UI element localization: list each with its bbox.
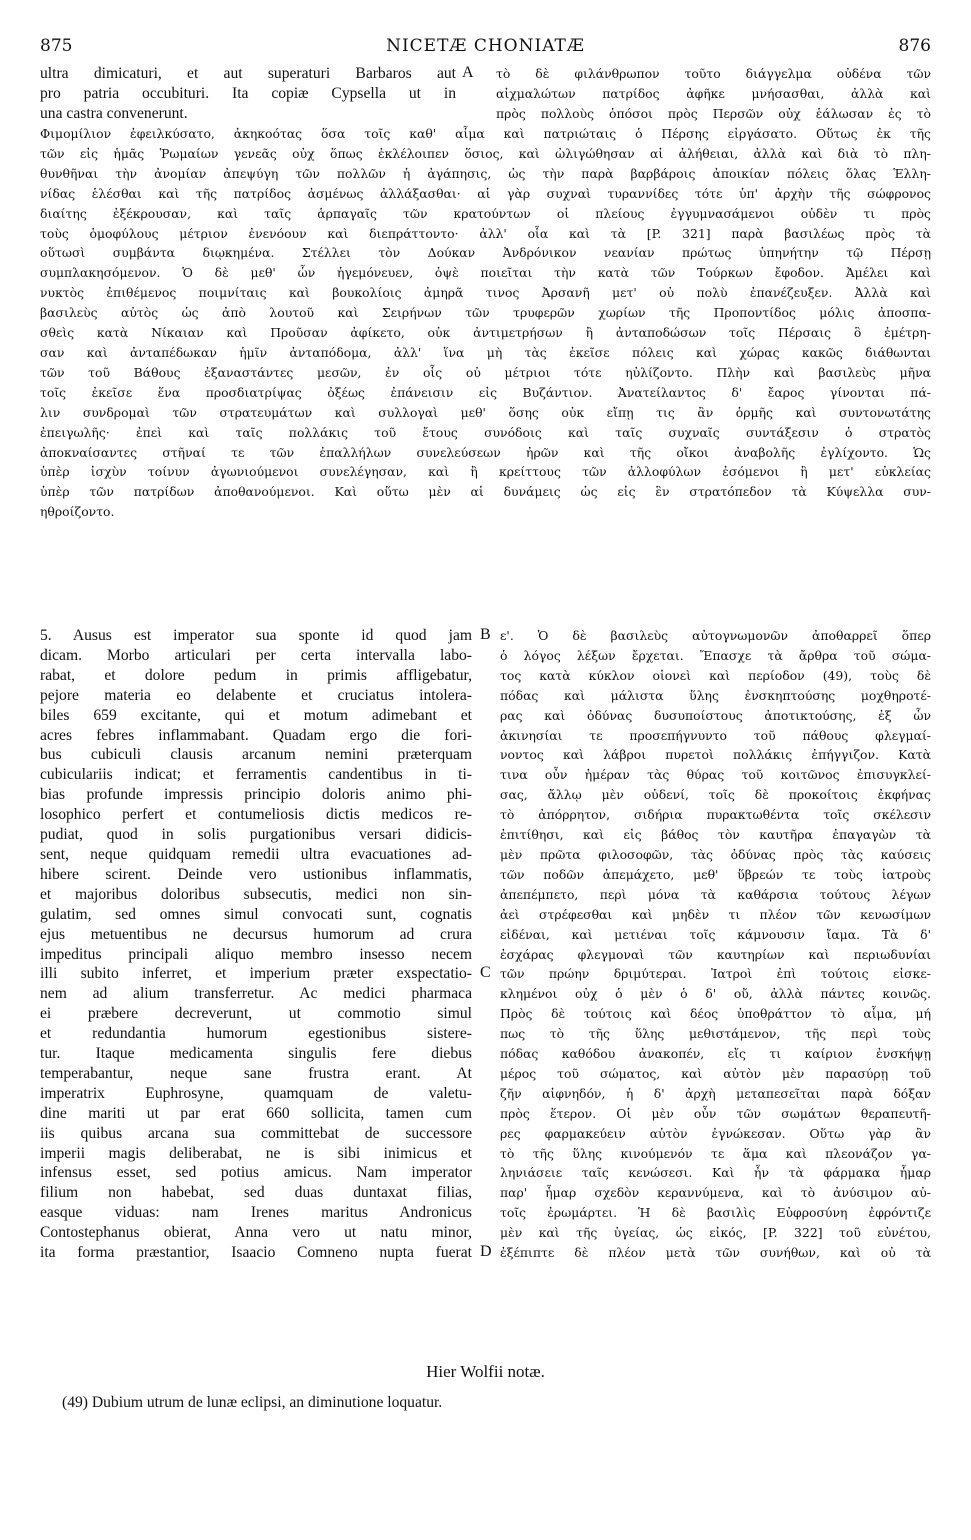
text-line: et majoribus doloribus subsecutis, medici non sin- bbox=[40, 885, 472, 903]
text-line: πως τὸ τῆς ὕλης μεθιστάμενον, τῆς περὶ τοὺς bbox=[500, 1026, 931, 1042]
text-line: acres febres inflammabant. Quadam ergo die fori- bbox=[40, 726, 472, 744]
text-line: losophico perfert et contumeliosis dictis medicos re- bbox=[40, 806, 472, 824]
text-line: dine mariti ut par erat 660 sollicita, tamen cum bbox=[40, 1104, 472, 1122]
text-line: τὸ ἀπόρρητον, σιδήρια πυρακτωθέντα τοῖς σκέλεσιν bbox=[500, 807, 931, 823]
text-line: biles 659 excitante, qui et motum adimebant et bbox=[40, 706, 472, 724]
text-line: rabat, et dolore pedum in primis affligebatur, bbox=[40, 666, 472, 684]
text-line: βασιλεὺς αὐτὸς ὡς ἀπὸ λουτοῦ καὶ Σειρήνων τῶν τρυφερῶν χωρίων τῆς Προποντίδος μόλις ἀποσπα- bbox=[40, 305, 931, 321]
text-line: τοὺς ὁμοφύλους μέτριον ἐνενόουν καὶ διεπράττοντο· ἀλλ' οἷα καὶ τὰ [P. 321] παρὰ βασιλέως πρὸς τὰ bbox=[40, 225, 931, 241]
margin-marker-a: A bbox=[462, 64, 474, 81]
running-header bbox=[40, 36, 931, 60]
page-number-right: 876 bbox=[898, 36, 931, 56]
text-line: κλημένοι οὐχ ὁ μὲν ὁ δ' οὔ, ἀλλὰ πάντες κοινῶς. bbox=[500, 986, 931, 1002]
text-line: μέρος τοῦ σώματος, καὶ αὐτὸν μὲν παρασύρῃ τοῦ bbox=[500, 1065, 931, 1081]
text-line: dicam. Morbo articulari per certa intervalla labo- bbox=[40, 646, 472, 664]
text-line: ἀποκναίσαντες στῆναί τε τῶν ἐπαλλήλων συνελεύσεων ἠρῶν καὶ τῆς οἴκοι ἀναβολῆς ἐγλίχοντο. Ὡς bbox=[40, 444, 931, 460]
text-line: Πρὸς δὲ τούτοις καὶ δέος ὑποθράττον τὸ αἷμα, μή bbox=[500, 1006, 931, 1022]
text-line: τὸ τῆς ὕλης κινούμενόν τε ἅμα καὶ πλεονάζον γα- bbox=[500, 1145, 931, 1161]
text-line: et redundantia humorum egestionibus sistere- bbox=[40, 1025, 472, 1043]
text-line: πρὸς πολλοὺς ὁπόσοι πρὸς Περσῶν οὐχ ἑάλωσαν ἐς τὸ bbox=[496, 105, 931, 121]
greek-full-width-text bbox=[40, 124, 931, 522]
text-line: σας, ἄλλῳ μὲν οὐδενί, τοῖς δὲ προκοίτοις ἐκφήνας bbox=[500, 787, 931, 803]
text-line: τῶν ποδῶν ἀπεμάχετο, μεθ' ὕβρεών τε τοὺς ἰατροὺς bbox=[500, 866, 931, 882]
text-line: ἐπειγωλῆς· ἐπεὶ καὶ ταῖς πολλάκις τοῦ ἔτους συνόδοις καὶ ταῖς συχναῖς συντάξεσιν ὁ στρατὸς bbox=[40, 424, 931, 440]
text-line: ὑπὲρ τῶν πατρίδων ἀποθανούμενοι. Καὶ οὕτω μὲν αἱ δυνάμεις ὡς εἰς ἓν στρατόπεδον τὰ Κύψελλα συν- bbox=[40, 484, 931, 500]
text-line: θυνθῆναι τὴν ἀνομίαν ἀπεψύγη τῶν πολλῶν ἡ ἀγάπησις, ὡς τὴν παρὰ βαρβάροις ἀποικίαν πόλεις ὅλας Ἑλλη- bbox=[40, 165, 931, 181]
text-line: τοῖς ἐρωμάρτει. Ἡ δὲ βασιλὶς Εὐφροσύνη ἐφρόντιζε bbox=[500, 1205, 931, 1221]
latin-column bbox=[40, 626, 472, 1263]
text-line: νυκτὸς ἐπιθέμενος ποιμνίταις καὶ βουκολίοις ἀμηρᾶ τινος Ἀρσανῆ μετ' οὐ πολὺ ἐπανέζευξεν. Ἀλλὰ καὶ bbox=[40, 285, 931, 301]
text-line: ita forma præstantior, Isaacio Comneno nupta fuerat bbox=[40, 1244, 472, 1262]
text-line: τοῖς ἐκεῖσε ἕνα προσδιατρίψας ὀξέως ἐπάνεισιν εἰς Βυζάντιον. Ἀνατείλαντος δ' ἔαρος γίνονται πά- bbox=[40, 384, 931, 400]
text-line: ὑπὲρ ἰσχὺν τοίνυν ἀγωνιούμενοι συνελέγησαν, καὶ ἢ κρείττους τῶν ἀλλοφύλων ἐσόμενοι ἢ μετ' εὐκλείας bbox=[40, 464, 931, 480]
greek-column bbox=[500, 626, 931, 1263]
text-line: ei præbere decreverunt, ut commotio simul bbox=[40, 1005, 472, 1023]
text-line: τῶν πρώην δριμύτεραι. Ἰατροὶ ἐπὶ τούτοις εἰσκε- bbox=[500, 966, 931, 982]
text-line: pro patria occubituri. Ita copiæ Cypsella ut in bbox=[40, 84, 456, 102]
text-line: una castra convenerunt. bbox=[40, 104, 188, 122]
text-line: ultra dimicaturi, et aut superaturi Barbaros aut bbox=[40, 65, 456, 82]
text-line: τος κατὰ κύκλον οἱονεὶ καὶ περίοδον (49), τοὺς δὲ bbox=[500, 667, 931, 683]
text-line: τῶν εἰς ἡμᾶς Ῥωμαίων γενεᾶς οὐχ ὅπως ἐκλέλοιπεν ὅσιος, καὶ ὠλιγώθησαν αἱ ἀλήθειαι, ἀλλὰ καὶ διὰ τὸ πλη- bbox=[40, 145, 931, 161]
page-number-left: 875 bbox=[40, 36, 73, 56]
text-line: ἀπεπέμπετο, περὶ μόνα τὰ καθάρσια τούτους λέγων bbox=[500, 886, 931, 902]
margin-marker-d: D bbox=[480, 1243, 492, 1260]
text-line: temperabantur, neque sane frustra erant. At bbox=[40, 1064, 472, 1082]
running-title: NICETÆ CHONIATÆ bbox=[386, 36, 585, 56]
text-line: hibere scirent. Deinde vero ustionibus inflammatis, bbox=[40, 865, 472, 883]
margin-marker-b: B bbox=[480, 626, 491, 643]
text-line: ρες φαρμακεύειν αὐτὸν ἐγνώκεσαν. Οὕτω γὰρ ἂν bbox=[500, 1125, 931, 1141]
text-line: filium non habebat, sed duas duntaxat filias, bbox=[40, 1184, 472, 1202]
text-line: πόδας καθόδου ἀνακοπέν, εἴς τι καίριον ἐνσκήψῃ bbox=[500, 1046, 931, 1062]
text-line: ε'. Ὁ δὲ βασιλεὺς αὐτογνωμονῶν ἀποθαρρεῖ ὅπερ bbox=[500, 628, 931, 643]
text-line: cubiculariis indicat; et ferramentis candentibus in ti- bbox=[40, 766, 472, 784]
text-line: ζῆν αἰφνηδόν, ἡ δ' ἀρχὴ μεταπεσεῖται παρὰ δόξαν bbox=[500, 1085, 931, 1101]
text-line: iis quibus arcana sua committebat de successore bbox=[40, 1124, 472, 1142]
text-line: gulatim, sed omnes simul convocati sunt, cognatis bbox=[40, 905, 472, 923]
text-line: τινα οὖν ἡμέραν τὰς θύρας τοῦ κοιτῶνος ἐπισυγκλεί- bbox=[500, 767, 931, 783]
text-line: παρ' ἧμαρ σχεδὸν κεραννύμενα, καὶ τὸ ἀνύσιμον αὐ- bbox=[500, 1185, 931, 1201]
text-line: εἰδέναι, καὶ μετιέναι τοῖς κάμνουσιν ἴαμα. Τὰ δ' bbox=[500, 926, 931, 942]
text-line: αἰχμαλώτων πατρίδος ἀφῆκε μνήσασθαι, ἀλλὰ καὶ bbox=[496, 85, 931, 101]
text-line: bias profunde impressis principio doloris animo phi- bbox=[40, 786, 472, 804]
text-line: τὸ δὲ φιλάνθρωπον τοῦτο διάγγελμα οὐδένα τῶν bbox=[496, 66, 931, 81]
text-line: Contostephanus obierat, Anna vero ut natu minor, bbox=[40, 1224, 472, 1242]
text-line: διαίτης ἐξέκρουσαν, καὶ ταῖς ἁρπαγαῖς τῶν κρατούντων οἱ πλείους ἐγγυμνασάμενοι οὐδὲν τι πρὸς bbox=[40, 205, 931, 221]
text-line: imperii magis deliberabat, ne is sibi inimicus et bbox=[40, 1144, 472, 1162]
margin-marker-c: C bbox=[480, 964, 491, 981]
text-line: 5. Ausus est imperator sua sponte id quod jam bbox=[40, 627, 472, 644]
text-line: νοντος καὶ λάβροι πυρετοὶ πολλάκις ἐπήγγιζον. Κατὰ bbox=[500, 747, 931, 763]
text-line: πόδας καὶ μάλιστα ὕλης ἐνσκηπτούσης μοχθηροτέ- bbox=[500, 687, 931, 703]
text-line: pudiat, quod in solis purgationibus versari didicis- bbox=[40, 826, 472, 844]
text-line: νίδας ἑλέσθαι καὶ τῆς πατρίδος ἀσμένως ἀλλάξασθαι· αἱ γὰρ συχναὶ τυραννίδες τότε ὑπ' ἀρχὴν τῆς σώφρονος bbox=[40, 185, 931, 201]
text-line: bus cubiculi clausis arcanum nemini præterquam bbox=[40, 746, 472, 764]
text-line: μὲν καὶ τῆς ὑγείας, ὡς εἰκός, [P. 322] τοῦ εὐνέτου, bbox=[500, 1225, 931, 1241]
text-line: pejore materia eo delabente et cruciatus intolera- bbox=[40, 686, 472, 704]
text-line: nem ad alium transferretur. Ac medici pharmaca bbox=[40, 985, 472, 1003]
text-line: imperatrix Euphrosyne, quamquam de valetu- bbox=[40, 1084, 472, 1102]
text-line: σαν καὶ ἀνταπέδωκαν ἡμῖν ἀνταπόδομα, ἀλλ' ἵνα μὴ τὰς ἐκεῖσε πόλεις καὶ χώρας κακῶς διάθωνται bbox=[40, 344, 931, 360]
footnote-49: (49) Dubium utrum de lunæ eclipsi, an diminutione loquatur. bbox=[62, 1394, 443, 1411]
text-line: ἀεὶ στρέφεσθαι καὶ μηδὲν τι πλέον τῶν κενωσίμων bbox=[500, 906, 931, 922]
text-line: ἐξέπιπτε δὲ πλέον μετὰ τῶν συνήθων, καὶ οὐ τὰ bbox=[500, 1245, 931, 1261]
text-line: μὲν πρῶτα φιλοσοφῶν, τὰς ὀδύνας πρὸς τὰς καύσεις bbox=[500, 846, 931, 862]
text-line: sent, neque quidquam remedii ultra evacuationes ad- bbox=[40, 845, 472, 863]
text-line: easque viduas: nam Irenes maritus Andronicus bbox=[40, 1204, 472, 1222]
text-line: ρας καὶ ὀδύνας δυσυποίστους ἀποτικτούσης, ἐξ ὧν bbox=[500, 707, 931, 723]
latin-continuation bbox=[40, 64, 456, 124]
text-line: ἀκινησίαι τε προσεπήγνυντο τοῦ πάθους φλεγμαί- bbox=[500, 727, 931, 743]
text-line: σθεὶς κατὰ Νίκαιαν καὶ Προῦσαν ἀφίκετο, οὐκ ἀντιμετρήσων ἢ ἀνταποδώσων τοῖς Πέρσαις ὃ ἐμέτρη- bbox=[40, 325, 931, 341]
text-line: ejus metuentibus ne decursus humorum ad crura bbox=[40, 925, 472, 943]
text-line: τῶν τοῦ Βάθους ἐξαναστάντες μεσῶν, ἐν οἷς οὐ μέτριοι τότε ηὐλίζοντο. Πλὴν καὶ βασιλεὺς μῆνα bbox=[40, 364, 931, 380]
notes-title: Hier Wolfii notæ. bbox=[426, 1362, 545, 1381]
text-line: λιν συνδρομαὶ τῶν στρατευμάτων καὶ συλλογαὶ μεθ' ὅσης οὐκ εἴπῃ τις ἂν ὁρμῆς καὶ συντονωτάτης bbox=[40, 404, 931, 420]
text-line: ληνιάσειε ταῖς κενώσεσι. Καὶ ἦν τὰ φάρμακα ἧμαρ bbox=[500, 1165, 931, 1181]
text-line: πρὸς ἕτερον. Οἱ μὲν οὖν τῶν σωμάτων θεραπευτῆ- bbox=[500, 1105, 931, 1121]
text-line: ἐσχάρας φλεγμοναὶ τῶν καυτηρίων καὶ περιωδυνίαι bbox=[500, 946, 931, 962]
text-line: ἐπιτίθησι, καὶ εἰς βάθος τὸν καυτῆρα ἐπαγαγὼν τὰ bbox=[500, 827, 931, 843]
text-line: συμπλακησόμενον. Ὁ δὲ μεθ' ὧν ἡγεμόνευεν, ὀψὲ ποιεῖται τὴν κατὰ τῶν Τούρκων ἔφοδον. Ἀμέλει καὶ bbox=[40, 265, 931, 281]
text-line: illi subito inferret, et imperium præter exspectatio- bbox=[40, 965, 472, 983]
text-line: tur. Itaque medicamenta singulis fere diebus bbox=[40, 1045, 472, 1063]
text-line: infensus esset, sed potius amicus. Nam imperator bbox=[40, 1164, 472, 1182]
text-line: ὁ λόγος λέξων ἔρχεται. Ἔπασχε τὰ ἄρθρα τοῦ σώμα- bbox=[500, 647, 931, 663]
text-line: οὕτωσὶ συμβάντα διῳκημένα. Στέλλει τὸν Δούκαν Ἀνδρόνικον νεανίαν πρώτως ὑπηνήτην τῷ Πέρσῃ bbox=[40, 245, 931, 261]
greek-continuation bbox=[496, 64, 931, 124]
text-line: Φιμομίλιον ἐφειλκύσατο, ἀκηκοότας ὅσα τοῖς καθ' αἷμα καὶ πατριώταις ὁ Πέρσης εἰργάσατο. Οὕτως ἐκ τῆς bbox=[40, 126, 931, 141]
text-line: impeditus principali aliquo membro insesso necem bbox=[40, 945, 472, 963]
text-line: ηθροίζοντο. bbox=[40, 504, 115, 520]
